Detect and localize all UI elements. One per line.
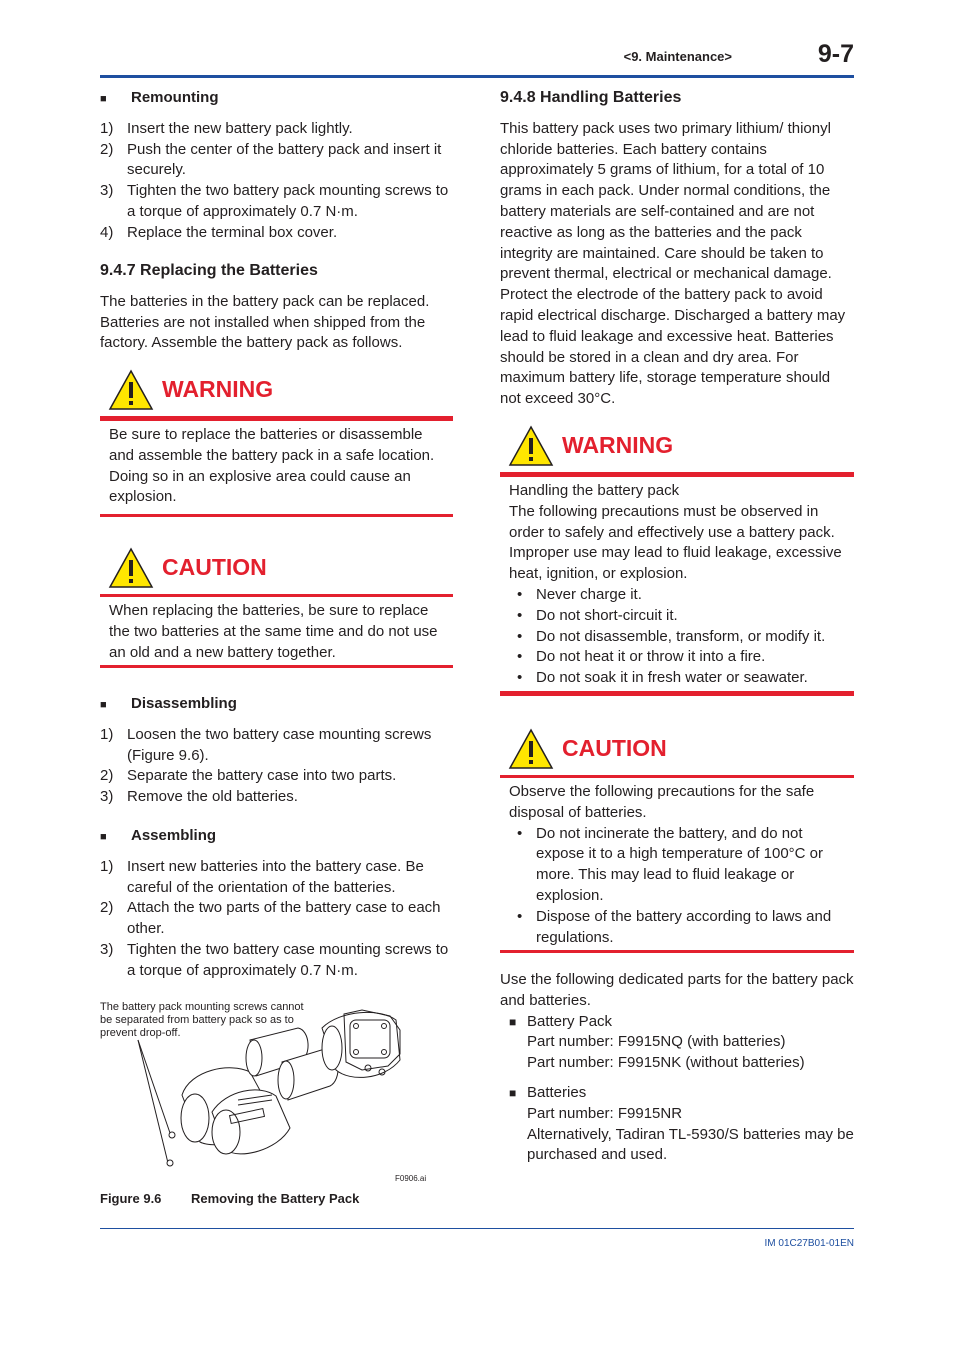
red-rule <box>500 950 854 953</box>
list-item: • Do not disassemble, transform, or modify it. <box>517 627 826 645</box>
remounting-heading: ■ Remounting <box>100 88 453 110</box>
list-item: ■ Battery Pack Part number: F9915NQ (with batteries) Part number: F9915NK (without batteries) <box>509 1012 805 1072</box>
caution-triangle-icon <box>108 547 154 589</box>
list-item: 2) Push the center of the battery pack and insert it securely. <box>100 140 442 179</box>
footer-rule <box>100 1228 854 1229</box>
list-item: 2) Attach the two parts of the battery case to each other. <box>100 899 441 938</box>
red-rule <box>500 691 854 696</box>
page-number: 9-7 <box>817 40 854 68</box>
remounting-steps <box>100 119 453 244</box>
figure-caption: Figure 9.6 Removing the Battery Pack <box>100 1191 360 1206</box>
parts-section <box>500 970 854 1166</box>
warning-text: Be sure to replace the batteries or disassemble and assemble the battery pack in a safe location. Doing so in an explosive area could cause an explosion. <box>109 426 435 506</box>
assembling-heading: ■ Assembling <box>100 826 453 848</box>
list-item: • Do not incinerate the battery, and do not expose it to a high temperature of 100°C or more. This may lead to fluid leakage or explosion. <box>517 824 823 904</box>
list-item: ■ Batteries Part number: F9915NR Alternatively, Tadiran TL-5930/S batteries may be purchased and used. <box>509 1083 854 1164</box>
disassembling-section <box>100 694 453 808</box>
list-item: • Dispose of the battery according to laws and regulations. <box>517 907 832 946</box>
list-item: • Never charge it. <box>517 585 642 603</box>
caution-title: CAUTION <box>562 735 667 761</box>
caution-title: CAUTION <box>162 554 267 580</box>
list-item: 3) Tighten the two battery case mounting screws to a torque of approximately 0.7 N·m. <box>100 940 449 979</box>
list-item: • Do not soak it in fresh water or seawater. <box>517 669 808 687</box>
figure-file-id: F0906.ai <box>395 1174 427 1183</box>
caution-intro: Observe the following precautions for the safe disposal of batteries. <box>509 783 815 821</box>
assembling-section <box>100 826 453 982</box>
warning-text: The following precautions must be observed in order to safely and effectively use a battery pack. Improper use may lead to fluid leakage, excessive heat, ignition, or explosion. <box>509 502 842 583</box>
figure-note: The battery pack mounting screws cannot be separated from battery pack so as to prevent drop-off. <box>100 1001 304 1039</box>
assembling-steps <box>100 857 453 982</box>
section-heading-947: 9.4.7 Replacing the Batteries <box>100 262 318 279</box>
warning-title: WARNING <box>162 376 274 402</box>
list-item: • Do not short-circuit it. <box>517 606 678 624</box>
square-bullet-icon: ■ <box>509 1085 517 1100</box>
warning-box-left <box>100 368 453 517</box>
warning-bullets <box>509 585 845 689</box>
disassembling-heading: ■ Disassembling <box>100 694 453 716</box>
replacing-section <box>100 261 453 354</box>
caution-box-left <box>100 546 453 668</box>
warning-subtitle: Handling the battery pack <box>509 482 680 499</box>
battery-pack-illustration <box>100 1000 440 1175</box>
parts-intro: Use the following dedicated parts for the battery pack and batteries. <box>500 971 854 1009</box>
warning-box-right <box>500 424 854 696</box>
caution-bullets <box>509 824 845 949</box>
square-bullet-icon: ■ <box>509 1014 517 1029</box>
section-heading-948: 9.4.8 Handling Batteries <box>500 89 682 106</box>
list-item: 1) Insert the new battery pack lightly. <box>100 119 353 137</box>
red-rule <box>100 514 453 517</box>
document-id: IM 01C27B01-01EN <box>764 1238 854 1249</box>
remounting-section <box>100 88 453 244</box>
list-item: 3) Tighten the two battery pack mounting screws to a torque of approximately 0.7 N·m. <box>100 182 449 220</box>
parts-list <box>500 1012 854 1167</box>
caution-text: When replacing the batteries, be sure to replace the two batteries at the same time and do not use an old and a new battery together. <box>109 602 438 661</box>
warning-title: WARNING <box>562 432 674 458</box>
handling-section <box>500 88 854 410</box>
list-item: 1) Loosen the two battery case mounting screws (Figure 9.6). <box>100 725 432 764</box>
square-bullet-icon: ■ <box>100 831 107 843</box>
square-bullet-icon: ■ <box>100 699 107 711</box>
warning-triangle-icon <box>508 425 554 467</box>
header-rule <box>100 75 854 78</box>
caution-triangle-icon <box>508 728 554 770</box>
replacing-body: The batteries in the battery pack can be replaced. Batteries are not installed when shipped from the factory. Assemble the battery pack as follows. <box>100 292 430 352</box>
list-item: 2) Separate the battery case into two parts. <box>100 767 397 785</box>
handling-body: This battery pack uses two primary lithium/ thionyl chloride batteries. Each battery contains approximately 5 grams of lithium, for a total of 10 grams in each pack. Under normal conditions, the battery materials are self-contained and are not reactive as long as the batteries and the pack integrity are maintained. Care should be taken to prevent thermal, electrical or mechanical damage. Protect the electrode of the battery pack to avoid rapid electrical discharge. Discharged a battery may lead to fluid leakage and excessive heat. Batteries should be stored in a clean and dry area. For maximum battery life, storage temperature should not exceed 30°C. <box>500 119 846 408</box>
list-item: • Do not heat it or throw it into a fire. <box>517 648 766 666</box>
list-item: 3) Remove the old batteries. <box>100 788 298 806</box>
caution-box-right <box>500 727 854 953</box>
square-bullet-icon: ■ <box>100 93 107 105</box>
red-rule <box>100 665 453 668</box>
warning-triangle-icon <box>108 369 154 411</box>
list-item: 1) Insert new batteries into the battery case. Be careful of the orientation of the batteries. <box>100 857 424 896</box>
disassembling-steps <box>100 725 453 808</box>
header-section: <9. Maintenance> <box>623 49 732 64</box>
list-item: 4) Replace the terminal box cover. <box>100 223 338 241</box>
